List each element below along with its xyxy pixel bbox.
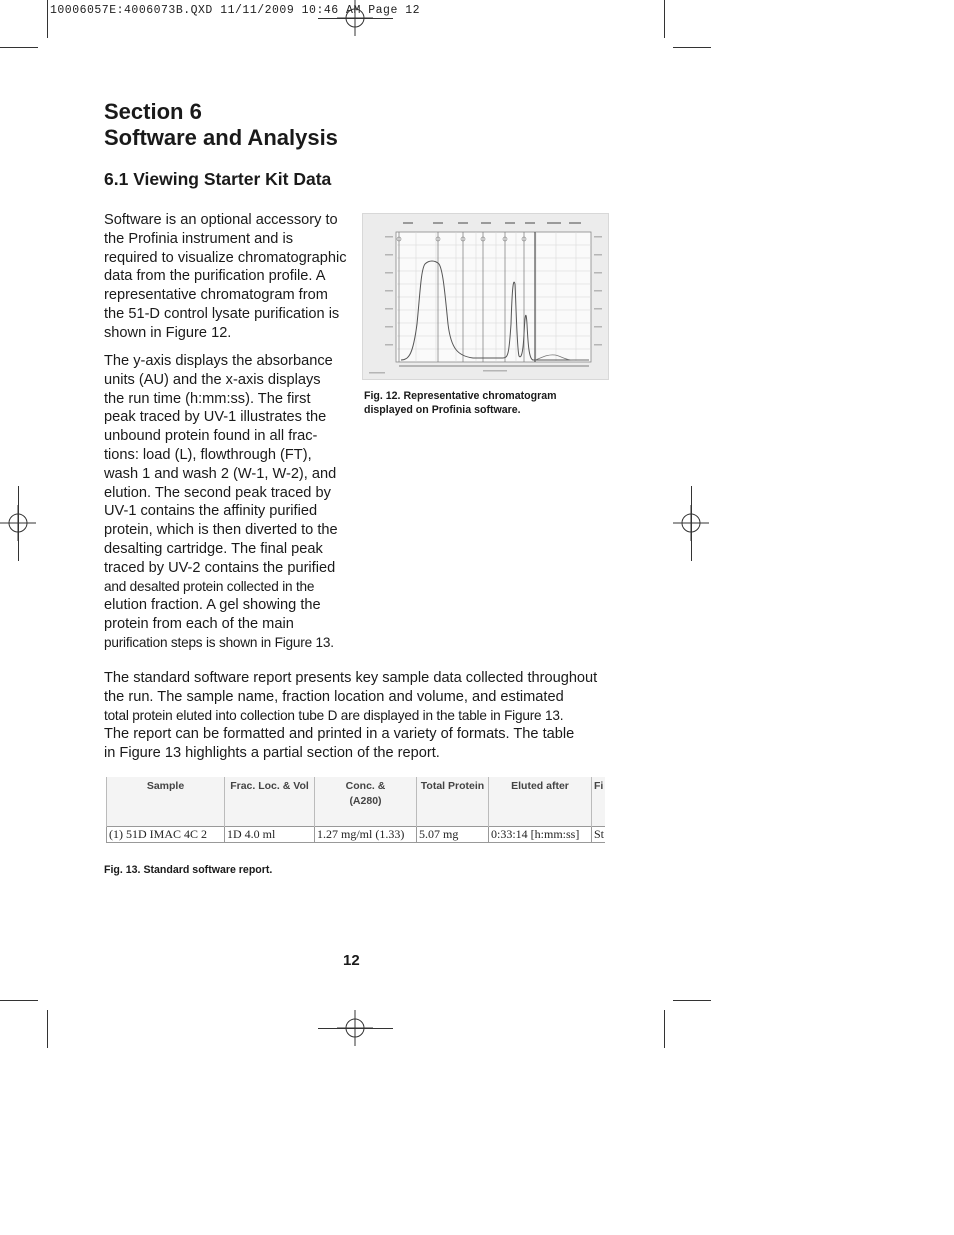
text-line: representative chromatogram from [104,287,328,304]
column-header-truncated: Fi [592,777,605,827]
text-line: purification steps is shown in Figure 13. [104,634,334,650]
table-header-row [107,777,605,827]
chromatogram-paragraph [104,352,352,653]
text-line: required to visualize chromatographic [104,249,347,266]
figure-13-caption: Fig. 13. Standard software report. [104,864,273,876]
text-line: desalting cartridge. The final peak [104,540,323,557]
text-line: unbound protein found in all frac- [104,428,318,445]
header-line: Conc. & [345,780,386,792]
chromatogram-image [363,214,608,379]
text-line: traced by UV-2 contains the purified [104,559,336,576]
table-cell: 1D 4.0 ml [225,827,315,843]
text-line: in Figure 13 highlights a partial section of the report. [104,745,440,762]
caption-line: displayed on Profinia software. [364,404,521,416]
text-line: protein from each of the main [104,616,294,633]
section-number: Section 6 [104,99,202,124]
registration-mark-left [0,505,36,541]
column-header-eluted-after: Eluted after [489,777,592,827]
section-title: Software and Analysis [104,125,338,150]
page-number: 12 [343,952,360,969]
header-line: (A280) [349,795,382,807]
table-cell: 1.27 mg/ml (1.33) [315,827,417,843]
text-line: and desalted protein collected in the [104,578,315,594]
text-line: elution. The second peak traced by [104,484,331,501]
table-cell: 5.07 mg [417,827,489,843]
subsection-title: 6.1 Viewing Starter Kit Data [104,169,332,189]
text-line: peak traced by UV-1 illustrates the [104,409,327,426]
column-header-total-protein: Total Protein [417,777,489,827]
text-line: units (AU) and the x-axis displays [104,371,321,388]
text-line: the run time (h:mm:ss). The first [104,390,311,407]
text-line: The standard software report presents key sample data collected throughout [104,670,598,686]
section-heading [104,99,338,151]
text-line: Software is an optional accessory to [104,212,338,228]
text-line: the Profinia instrument and is [104,230,294,247]
table-cell: (1) 51D IMAC 4C 2 [107,827,225,843]
printer-slug: 10006057E:4006073B.QXD 11/11/2009 10:46 AM Page 12 [50,4,421,17]
text-line: protein, which is then diverted to the [104,522,338,539]
text-line: total protein eluted into collection tube D are displayed in the table in Figure 13. [104,707,564,723]
report-table [106,777,605,843]
column-header-sample: Sample [107,777,225,827]
text-line: tions: load (L), flowthrough (FT), [104,446,312,463]
table-cell: 0:33:14 [h:mm:ss] [489,827,592,843]
text-line: wash 1 and wash 2 (W-1, W-2), and [104,465,337,482]
text-line: the run. The sample name, fraction location and volume, and estimated [104,688,564,705]
text-line: elution fraction. A gel showing the [104,597,321,614]
caption-line: Fig. 12. Representative chromatogram [364,390,557,402]
registration-mark-top [337,0,373,36]
chromatogram-figure [362,213,609,380]
column-header-frac-loc: Frac. Loc. & Vol [225,777,315,827]
table-cell: St [592,827,605,843]
text-line: UV-1 contains the affinity purified [104,503,318,520]
figure-12-caption [364,389,557,417]
text-line: data from the purification profile. A [104,268,326,285]
table-row [107,827,605,843]
report-paragraph [104,669,614,763]
text-line: The report can be formatted and printed in a variety of formats. The table [104,726,575,743]
text-line: The y-axis displays the absorbance [104,353,333,369]
registration-mark-bottom [337,1010,373,1046]
column-header-conc [315,777,417,827]
registration-mark-right [673,505,709,541]
intro-paragraph [104,211,352,343]
text-line: the 51-D control lysate purification is [104,305,340,322]
text-line: shown in Figure 12. [104,324,232,341]
